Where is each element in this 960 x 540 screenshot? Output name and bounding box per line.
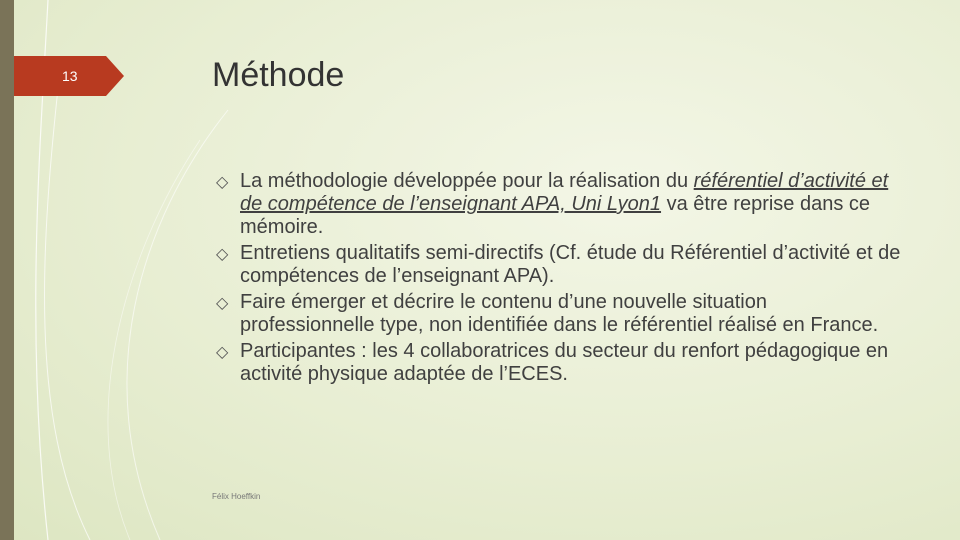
slide-number: 13 [62, 68, 78, 84]
bullet-item [216, 242, 906, 288]
bullet-text: Entretiens qualitatifs semi-directifs (Cf. étude du Référentiel d’activité et de compétences de l’enseignant APA). [240, 242, 901, 287]
referentiel-link-text: référentiel d’activité et de compétence de l’enseignant APA, Uni Lyon1 [240, 170, 889, 215]
bullet-text: va être reprise dans ce mémoire. [240, 193, 871, 238]
diamond-outline-icon: ◇ [216, 344, 229, 361]
bullet-item [216, 291, 906, 337]
diamond-outline-icon: ◇ [216, 295, 229, 312]
bullet-item [216, 340, 906, 386]
bullet-text: Faire émerger et décrire le contenu d’une nouvelle situation professionnelle type, non identifiée dans le référentiel réalisé en France. [240, 291, 879, 336]
slide-title: Méthode [212, 56, 345, 94]
footer-author: Félix Hoeffkin [212, 492, 261, 501]
bullet-list [216, 170, 906, 389]
diamond-outline-icon: ◇ [216, 174, 229, 191]
bullet-item [216, 170, 906, 239]
bullet-text: Participantes : les 4 collaboratrices du secteur du renfort pédagogique en activité physique adaptée de l’ECES. [240, 340, 889, 385]
bullet-text: La méthodologie développée pour la réalisation du [240, 170, 694, 192]
diamond-outline-icon: ◇ [216, 246, 229, 263]
